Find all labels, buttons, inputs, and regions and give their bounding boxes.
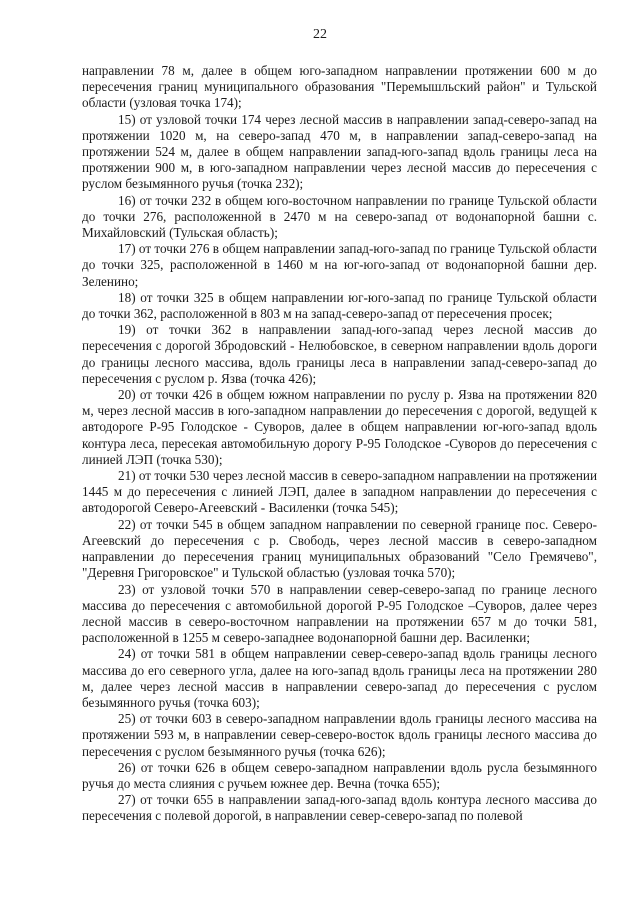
paragraph-item-19: 19) от точки 362 в направлении запад-юго-запад через лесной массив до пересечения с дорогой Збродовский - Нелюбовское, в северном направлении вдоль дороги до границы лесного массива, вдоль границы леса в направлении запад-северо-запад до пересечения с руслом р. Язва (точка 426); (82, 322, 597, 386)
paragraph-item-27: 27) от точки 655 в направлении запад-юго-запад вдоль контура лесного массива до пересечения с полевой дорогой, в направлении север-северо-запад по полевой (82, 792, 597, 824)
paragraph-item-20: 20) от точки 426 в общем южном направлении по руслу р. Язва на протяжении 820 м, через лесной массив в юго-западном направлении до пересечения с дорогой, ведущей к автодороге Р-95 Голодское - Суворов, далее в общем направлении юг-юго-запад вдоль контура леса, пересекая автомобильную дорогу Р-95 Голодское -Суворов до пересечения с линией ЛЭП (точка 530); (82, 387, 597, 467)
paragraph-item-25: 25) от точки 603 в северо-западном направлении вдоль границы лесного массива на протяжении 593 м, в направлении север-северо-восток вдоль границы лесного массива до пересечения с руслом безымянного ручья (точка 626); (82, 711, 597, 759)
page-number: 22 (313, 27, 327, 42)
paragraph-item-15: 15) от узловой точки 174 через лесной массив в направлении запад-северо-запад на протяжении 1020 м, на северо-запад 470 м, в направлении запад-северо-запад на протяжении 524 м, далее в общем направлении запад-юго-запад вдоль границы леса на протяжении 900 м, в юго-западном направлении через лесной массив до пересечения с руслом безымянного ручья (точка 232); (82, 111, 597, 192)
paragraph-item-16: 16) от точки 232 в общем юго-восточном направлении по границе Тульской области до точки 276, расположенной в 2470 м на северо-запад от водонапорной башни с. Михайловский (Тульская область); (82, 192, 597, 241)
paragraph-item-24: 24) от точки 581 в общем направлении север-северо-запад вдоль границы лесного массива до его северного угла, далее на юго-запад вдоль границы леса на протяжении 280 м, далее через лесной массив в направлении северо-запад до пересечения с руслом безымянного ручья (точка 603); (82, 646, 597, 710)
paragraph-item-26: 26) от точки 626 в общем северо-западном направлении вдоль русла безымянного ручья до места слияния с ручьем южнее дер. Вечна (точка 655); (82, 759, 597, 791)
paragraph-item-22: 22) от точки 545 в общем западном направлении по северной границе пос. Северо-Агеевский до пересечения с р. Свободь, через лесной массив в северо-западном направлении до пересечения границ муниципальных образований "Село Гремячево", "Деревня Григоровское" и Тульской областью (узловая точка 570); (82, 516, 597, 581)
paragraph-item-17: 17) от точки 276 в общем направлении запад-юго-запад по границе Тульской области до точки 325, расположенной в 1460 м на юг-юго-запад от водонапорной башни дер. Зеленино; (82, 241, 597, 289)
document-body (82, 63, 597, 825)
paragraph-continuation: направлении 78 м, далее в общем юго-западном направлении протяжении 600 м до пересечения границ муниципального образования "Перемышльский район" и Тульской области (узловая точка 174); (82, 63, 597, 111)
paragraph-item-21: 21) от точки 530 через лесной массив в северо-западном направлении на протяжении 1445 м до пересечения с линией ЛЭП, далее в западном направлении до пересечения с автодорогой Северо-Агеевский - Василенки (точка 545); (82, 468, 597, 516)
paragraph-item-18: 18) от точки 325 в общем направлении юг-юго-запад по границе Тульской области до точки 362, расположенной в 803 м на запад-северо-запад от пересечения просек; (82, 289, 597, 322)
paragraph-item-23: 23) от узловой точки 570 в направлении север-северо-запад по границе лесного массива до пересечения с автомобильной дорогой Р-95 Голодское –Суворов, далее через лесной массив в северо-восточном направлении на протяжении 657 м до точки 581, расположенной в 1255 м северо-западнее водонапорной башни дер. Василенки; (82, 581, 597, 646)
